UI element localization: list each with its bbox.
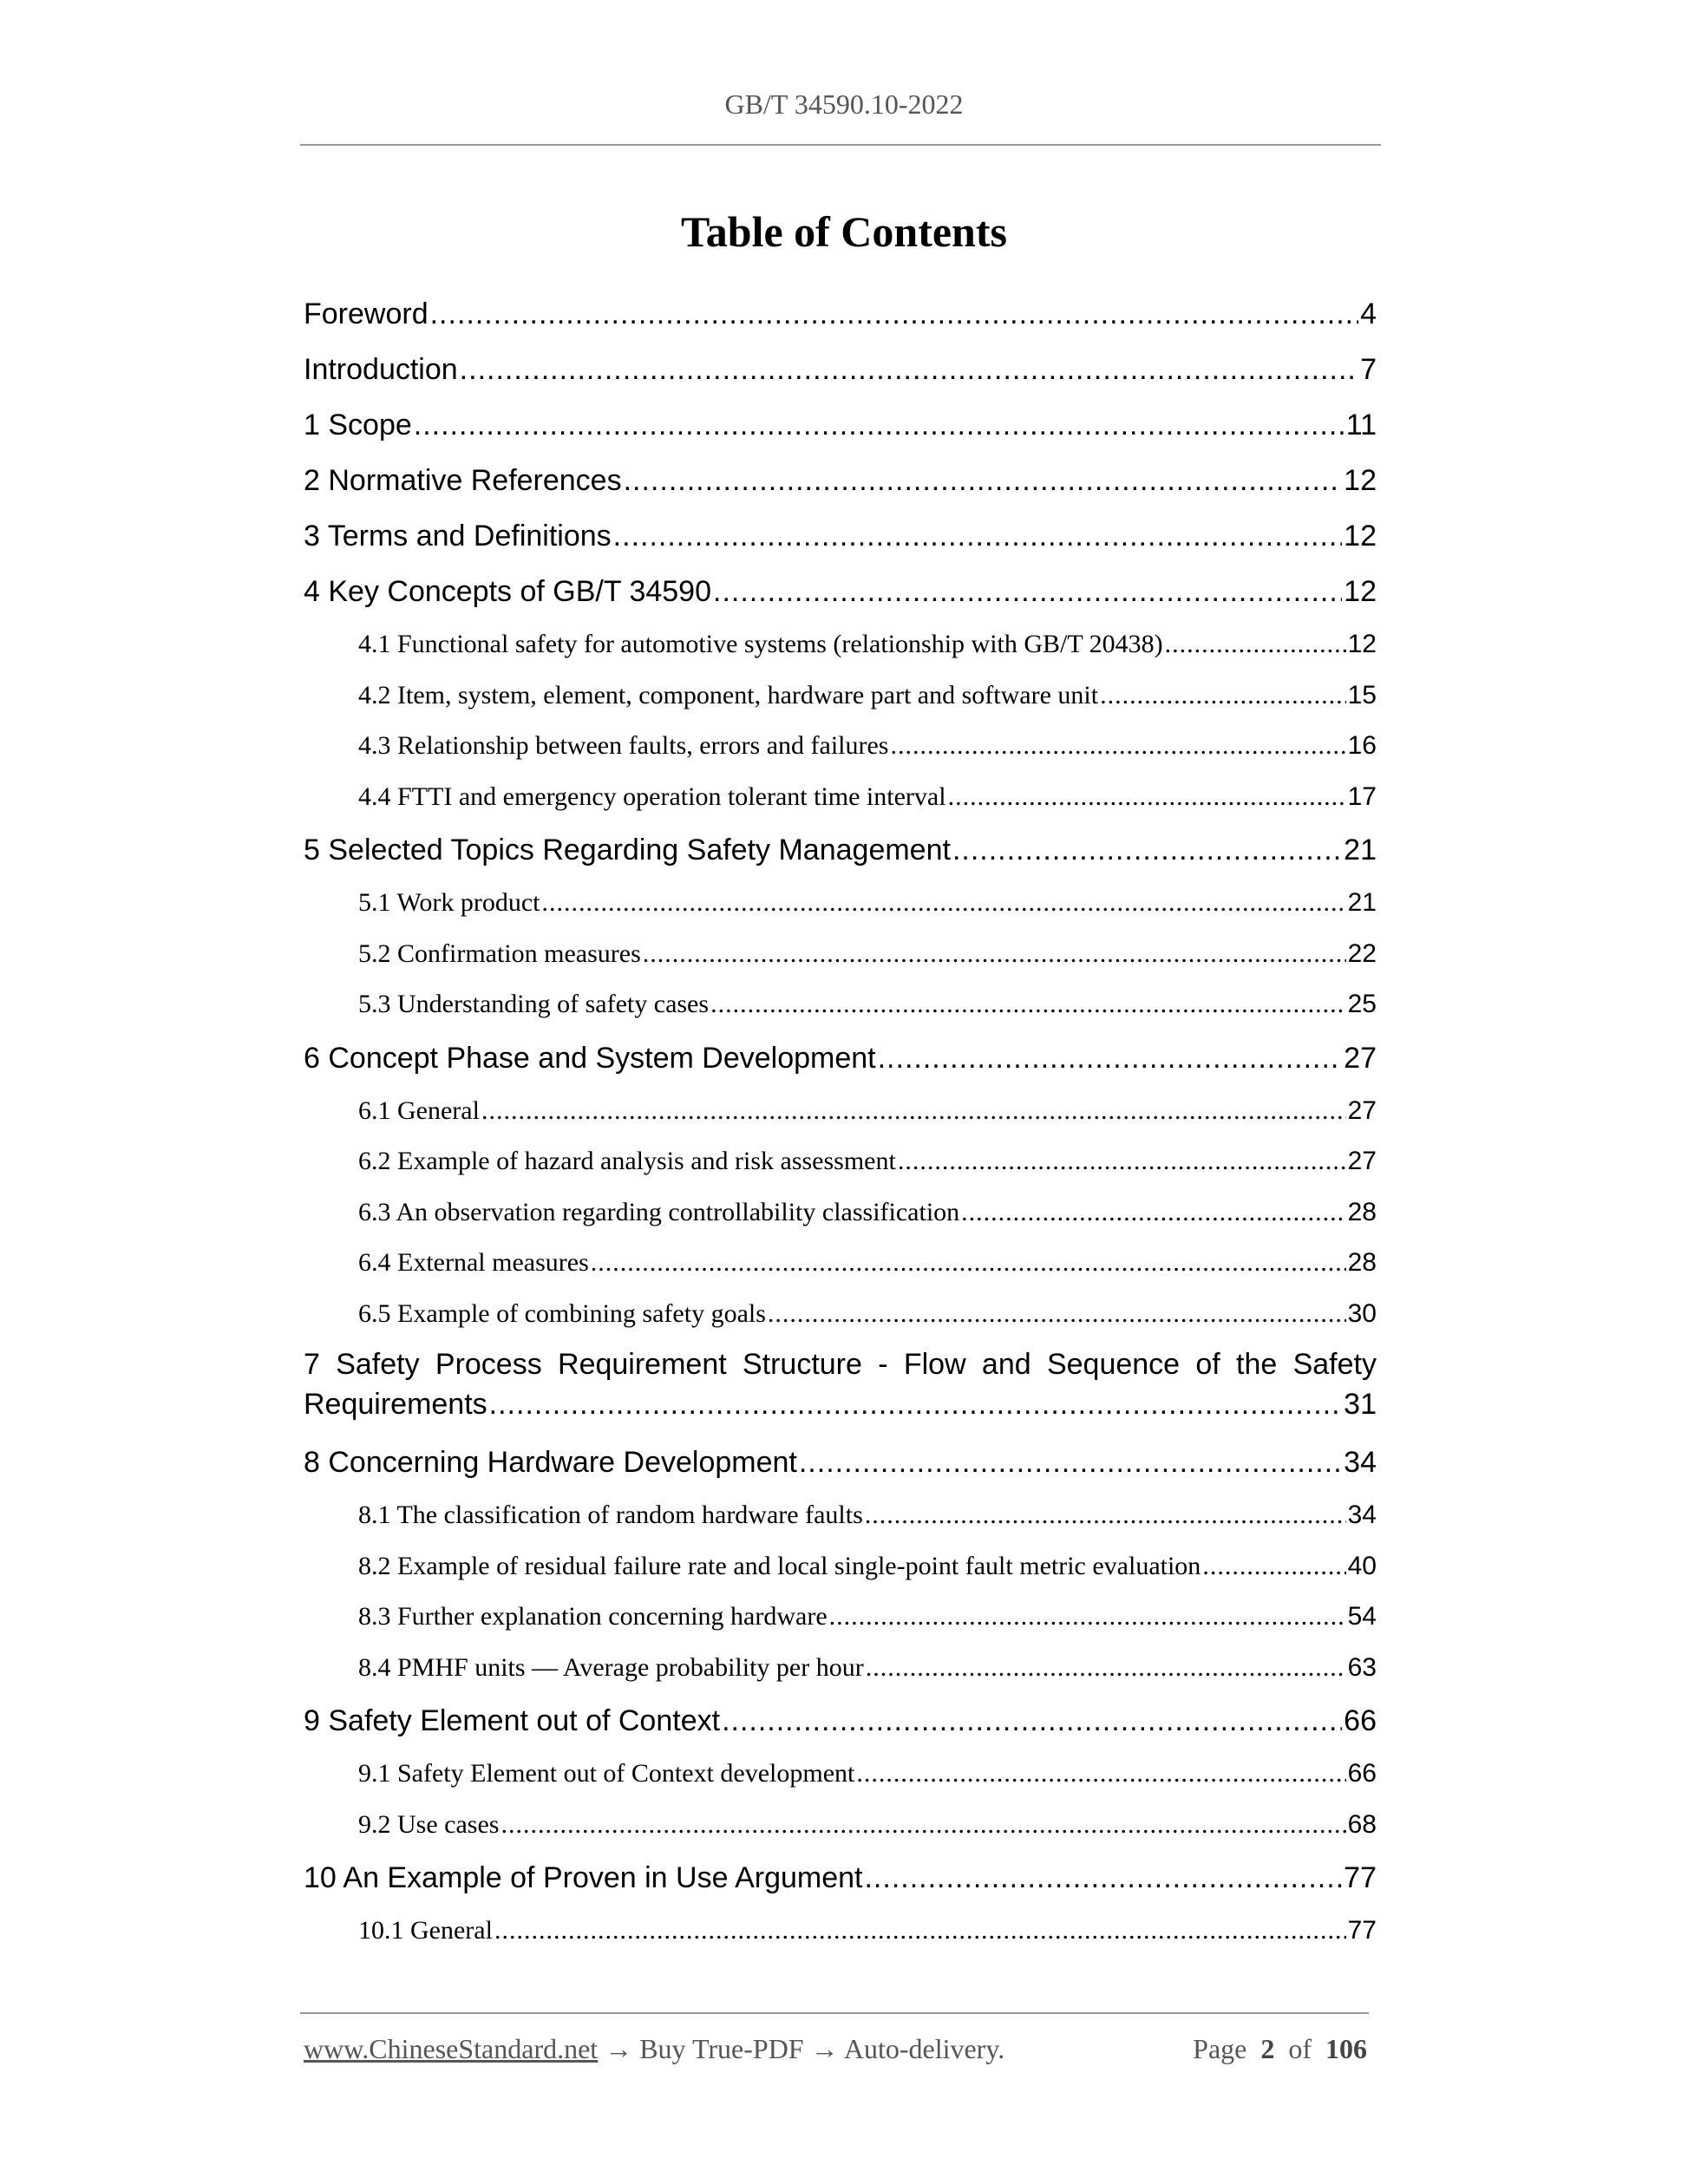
toc-entry-subsection[interactable] — [304, 979, 1377, 1030]
toc-entry-page: 28 — [1347, 1197, 1377, 1226]
dot-leader — [722, 1693, 1342, 1749]
toc-entry-label: 9.2 Use cases — [358, 1809, 500, 1839]
toc-entry-page: 66 — [1344, 1704, 1377, 1737]
toc-entry-page: 21 — [1344, 834, 1377, 866]
toc-entry-label: 5.2 Confirmation measures — [358, 938, 641, 968]
toc-entry-label: 5.1 Work product — [358, 888, 540, 917]
dot-leader — [898, 1136, 1346, 1187]
toc-entry-subsection[interactable] — [304, 878, 1377, 929]
dot-leader — [494, 1906, 1346, 1957]
footer-promo — [304, 2033, 1004, 2065]
toc-entry-page: 40 — [1347, 1551, 1377, 1580]
dot-leader — [591, 1238, 1346, 1289]
toc-entry-label: 3 Terms and Definitions — [304, 520, 612, 553]
dot-leader — [768, 1289, 1346, 1340]
toc-entry-label: 6.2 Example of hazard analysis and risk assessment — [358, 1147, 896, 1175]
toc-entry-label: 4.1 Functional safety for automotive systems (relationship with GB/T 20438) — [358, 630, 1163, 658]
dot-leader — [1202, 1541, 1345, 1592]
toc-entry-section[interactable] — [304, 286, 1377, 342]
toc-entry-page: 30 — [1347, 1298, 1377, 1328]
toc-entry-page: 77 — [1347, 1916, 1377, 1945]
toc-entry-section[interactable] — [304, 564, 1377, 619]
toc-entry-label: 4.3 Relationship between faults, errors and failures — [358, 731, 889, 760]
toc-entry-section[interactable] — [304, 342, 1377, 397]
toc-entry-label: 6.1 General — [358, 1095, 480, 1125]
dot-leader — [542, 878, 1346, 929]
toc-entry-subsection[interactable] — [304, 1541, 1377, 1592]
dot-leader — [856, 1749, 1345, 1800]
toc-entry-label: 8.1 The classification of random hardware faults — [358, 1501, 863, 1529]
dot-leader — [866, 1643, 1346, 1694]
toc-entry-label: 8.3 Further explanation concerning hardware — [358, 1602, 828, 1631]
toc-entry-page: 28 — [1347, 1248, 1377, 1277]
dot-leader — [864, 1850, 1342, 1906]
toc-entry-subsection[interactable] — [304, 1187, 1377, 1239]
toc-entry-label: 5.3 Understanding of safety cases — [358, 990, 710, 1018]
toc-entry-subsection[interactable] — [304, 1490, 1377, 1541]
dot-leader — [952, 822, 1342, 878]
toc-entry-page: 25 — [1347, 990, 1377, 1018]
toc-entry-label: 9.1 Safety Element out of Context development — [358, 1759, 855, 1788]
toc-entry-section[interactable] — [304, 822, 1377, 878]
toc-entry-label: 2 Normative References — [304, 464, 622, 497]
toc-entry-label: 4.4 FTTI and emergency operation tolerant time interval — [358, 781, 946, 811]
dot-leader — [430, 286, 1358, 342]
toc-entry-page: 68 — [1347, 1809, 1377, 1839]
dot-leader — [613, 508, 1343, 564]
toc-entry-page: 11 — [1345, 409, 1377, 441]
page-title: Table of Contents — [681, 207, 1007, 256]
toc-entry-subsection[interactable] — [304, 721, 1377, 772]
toc-entry-subsection[interactable] — [304, 1289, 1377, 1340]
toc-entry-subsection[interactable] — [304, 670, 1377, 722]
toc-entry-page: 63 — [1347, 1652, 1377, 1682]
toc-entry-subsection[interactable] — [304, 1749, 1377, 1800]
toc-entry-section[interactable] — [304, 1435, 1377, 1490]
toc-entry-page: 22 — [1347, 938, 1377, 968]
toc-entry-label: 5 Selected Topics Regarding Safety Management — [304, 834, 951, 866]
dot-leader — [1165, 619, 1346, 670]
toc-entry-page: 54 — [1347, 1602, 1377, 1631]
toc-entry-page: 27 — [1344, 1041, 1377, 1075]
toc-entry-section[interactable] — [304, 1339, 1377, 1435]
toc-entry-label: 9 Safety Element out of Context — [304, 1704, 721, 1737]
header-divider — [300, 144, 1381, 146]
toc-entry-label: 6 Concept Phase and System Development — [304, 1041, 876, 1075]
table-of-contents — [304, 286, 1377, 1957]
footer-divider — [300, 2012, 1369, 2014]
toc-entry-label: 1 Scope — [304, 409, 412, 441]
toc-entry-page: 77 — [1344, 1861, 1377, 1894]
toc-entry-page: 12 — [1344, 575, 1377, 608]
toc-entry-page: 15 — [1347, 680, 1377, 709]
dot-leader — [489, 1384, 1343, 1424]
total-pages: 106 — [1325, 2033, 1367, 2064]
toc-entry-page: 17 — [1347, 781, 1377, 811]
dot-leader — [501, 1800, 1345, 1851]
toc-entry-page: 31 — [1344, 1388, 1377, 1421]
dot-leader — [624, 453, 1343, 508]
dot-leader — [460, 342, 1358, 397]
toc-entry-label: 6.5 Example of combining safety goals — [358, 1298, 766, 1328]
toc-entry-label: 6.4 External measures — [358, 1248, 589, 1277]
toc-entry-subsection[interactable] — [304, 619, 1377, 670]
toc-entry-page: 12 — [1347, 630, 1377, 658]
toc-entry-page: 4 — [1360, 298, 1377, 330]
dot-leader — [829, 1592, 1346, 1643]
toc-entry-subsection[interactable] — [304, 1800, 1377, 1851]
toc-entry-page: 12 — [1344, 520, 1377, 553]
toc-entry-page: 34 — [1347, 1501, 1377, 1529]
toc-entry-subsection[interactable] — [304, 1592, 1377, 1643]
dot-leader — [961, 1187, 1345, 1239]
toc-entry-subsection[interactable] — [304, 1086, 1377, 1137]
dot-leader — [713, 564, 1342, 619]
toc-entry-page: 34 — [1344, 1446, 1377, 1479]
toc-entry-section[interactable] — [304, 397, 1377, 453]
toc-entry-page: 21 — [1347, 888, 1377, 917]
footer-promo-text: → Buy True-PDF → Auto-delivery. — [598, 2033, 1005, 2064]
toc-entry-label: 8.4 PMHF units — Average probability per hour — [358, 1652, 864, 1682]
dot-leader — [890, 721, 1345, 772]
toc-entry-subsection[interactable] — [304, 929, 1377, 980]
dot-leader — [414, 397, 1345, 453]
toc-entry-page: 27 — [1347, 1147, 1377, 1175]
toc-entry-label: 6.3 An observation regarding controllability classification — [358, 1197, 960, 1226]
page-footer — [304, 2033, 1367, 2065]
dot-leader — [643, 929, 1346, 980]
toc-entry-label: 10 An Example of Proven in Use Argument — [304, 1861, 863, 1894]
document-header: GB/T 34590.10-2022 — [724, 88, 964, 120]
toc-entry-section[interactable] — [304, 453, 1377, 508]
toc-entry-page: 12 — [1344, 464, 1377, 497]
toc-entry-label: Introduction — [304, 353, 458, 386]
toc-entry-section[interactable] — [304, 1850, 1377, 1906]
toc-entry-label: 4.2 Item, system, element, component, hardware part and software unit — [358, 680, 1099, 709]
toc-entry-page: 27 — [1347, 1095, 1377, 1125]
dot-leader — [799, 1435, 1342, 1490]
dot-leader — [481, 1086, 1346, 1137]
dot-leader — [710, 979, 1346, 1030]
toc-entry-page: 7 — [1360, 353, 1377, 386]
toc-entry-label: 7 Safety Process Requirement Structure - Flow and Sequence of the Safety — [304, 1348, 1377, 1381]
toc-entry-label: 8.2 Example of residual failure rate and local single-point fault metric evaluation — [358, 1551, 1201, 1580]
toc-entry-section[interactable] — [304, 508, 1377, 564]
dot-leader — [865, 1490, 1346, 1541]
toc-entry-subsection[interactable] — [304, 1136, 1377, 1187]
toc-entry-subsection[interactable] — [304, 772, 1377, 823]
toc-entry-section[interactable] — [304, 1030, 1377, 1086]
toc-entry-subsection[interactable] — [304, 1238, 1377, 1289]
website-link[interactable]: www.ChineseStandard.net — [304, 2033, 599, 2064]
toc-entry-label: 4 Key Concepts of GB/T 34590 — [304, 575, 711, 608]
current-page: 2 — [1260, 2033, 1275, 2064]
toc-entry-label: Foreword — [304, 298, 429, 330]
toc-entry-section[interactable] — [304, 1693, 1377, 1749]
toc-entry-label: 8 Concerning Hardware Development — [304, 1446, 797, 1479]
toc-entry-page: 66 — [1347, 1759, 1377, 1788]
dot-leader — [1100, 670, 1346, 722]
toc-entry-label: 10.1 General — [358, 1916, 493, 1945]
page-indicator: Page 2 of 106 — [1193, 2033, 1367, 2064]
toc-entry-page: 16 — [1347, 731, 1377, 760]
dot-leader — [878, 1030, 1343, 1086]
toc-entry-subsection[interactable] — [304, 1906, 1377, 1957]
toc-entry-subsection[interactable] — [304, 1643, 1377, 1694]
toc-entry-label-continued: Requirements — [304, 1388, 487, 1421]
dot-leader — [948, 772, 1346, 823]
